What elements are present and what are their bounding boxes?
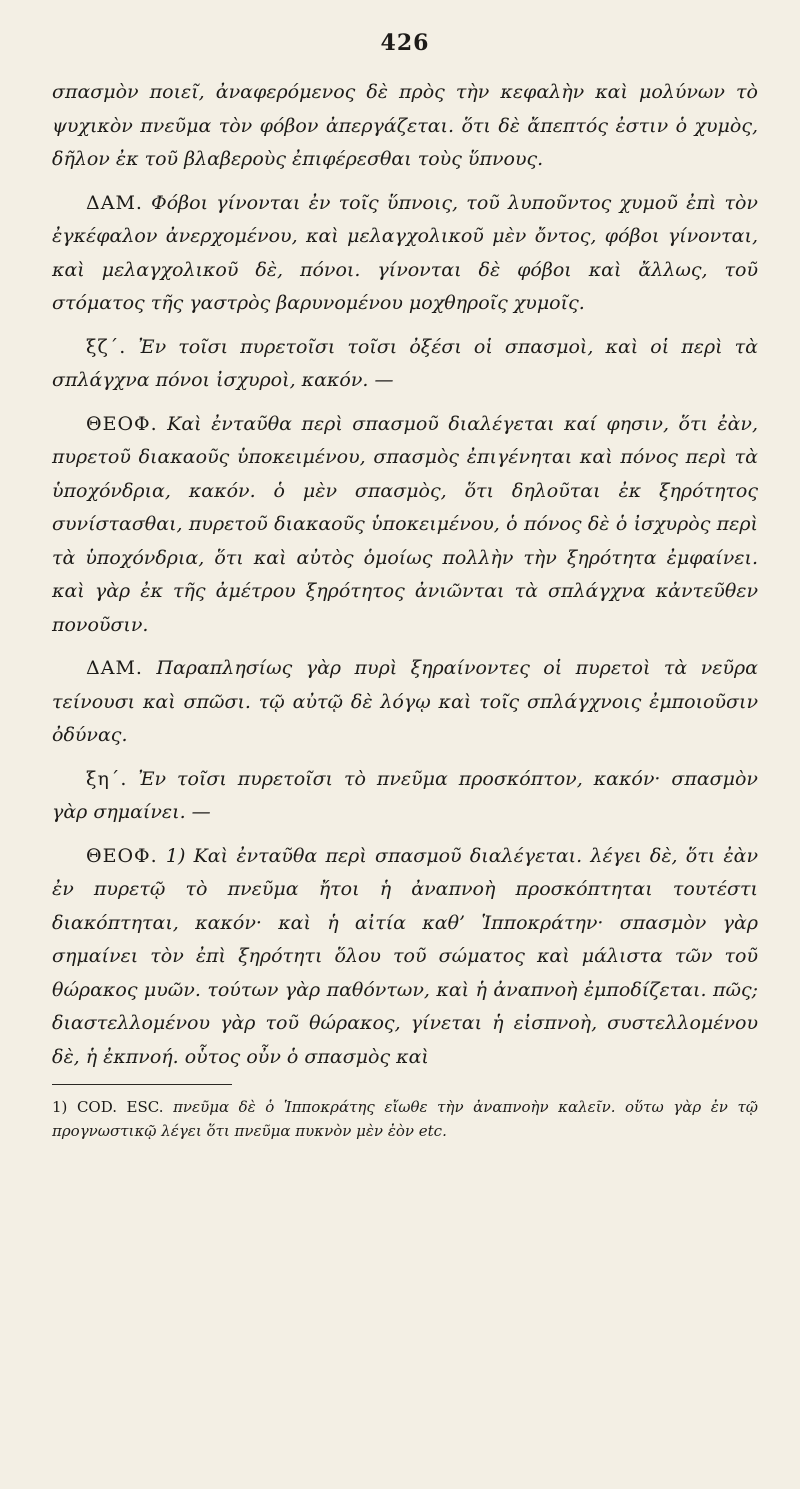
aphorism: [52, 331, 758, 398]
paragraph-text: 1) Καὶ ἐνταῦθα περὶ σπασμοῦ διαλέγεται. λέγει δὲ, ὅτι ἐὰν ἐν πυρετῷ τὸ πνεῦμα ἤτοι ἡ ἀναπνοὴ προσκόπτηται τουτέστι διακόπτηται, κακόν· καὶ ἡ αἰτία καθ’ Ἱπποκράτην· σπασμὸν γὰρ σημαίνει τὸν ἐπὶ ξηρότητι ὅλου τοῦ σώματος καὶ μάλιστα τῶν τοῦ θώρακος μυῶν. τούτων γὰρ παθόντων, καὶ ἡ ἀναπνοὴ ἐμποδίζεται. πῶς; διαστελλομένου γὰρ τοῦ θώρακος, γίνεται ἡ εἰσπνοὴ, συστελλομένου δὲ, ἡ ἐκπνοή. οὗτος οὖν ὁ σπασμὸς καὶ: [52, 844, 758, 1068]
paragraph-text: Ἐν τοῖσι πυρετοῖσι τοῖσι ὀξέσι οἱ σπασμοὶ, καὶ οἱ περὶ τὰ σπλάγχνα πόνοι ἰσχυροὶ, κακόν. —: [52, 335, 758, 391]
paragraph-text: Φόβοι γίνονται ἐν τοῖς ὕπνοις, τοῦ λυποῦντος χυμοῦ ἐπὶ τὸν ἐγκέφαλον ἀνερχομένου, καὶ μελαγχολικοῦ μὲν ὄντος, φόβοι γίνονται, καὶ μελαγχολικοῦ δὲ, πόνοι. γίνονται δὲ φόβοι καὶ ἄλλως, τοῦ στόματος τῆς γαστρὸς βαρυνομένου μοχθηροῖς χυμοῖς.: [52, 191, 758, 314]
paragraph-text: Ἐν τοῖσι πυρετοῖσι τὸ πνεῦμα προσκόπτον, κακόν· σπασμὸν γὰρ σημαίνει. —: [52, 767, 758, 823]
paragraph-text: Παραπλησίως γὰρ πυρὶ ξηραίνοντες οἱ πυρετοὶ τὰ νεῦρα τείνουσι καὶ σπῶσι. τῷ αὐτῷ δὲ λόγῳ καὶ τοῖς σπλάγχνοις ἐμποιοῦσιν ὀδύνας.: [52, 657, 758, 746]
speaker-label: ΔΑΜ.: [86, 657, 143, 679]
body-text: [52, 76, 758, 1074]
speaker-label: ΔΑΜ.: [86, 191, 143, 214]
footnote-marker: 1) COD. ESC.: [52, 1098, 164, 1116]
paragraph-text: σπασμὸν ποιεῖ, ἀναφερόμενος δὲ πρὸς τὴν κεφαλὴν καὶ μολύνων τὸ ψυχικὸν πνεῦμα τὸν φόβον ἀπεργάζεται. ὅτι δὲ ἄπεπτός ἐστιν ὁ χυμὸς, δῆλον ἐκ τοῦ βλαβεροὺς ἐπιφέρεσθαι τοὺς ὕπνους.: [52, 81, 758, 170]
footnote: [52, 1095, 758, 1143]
paragraph: [52, 76, 758, 177]
aphorism-number: ξη΄.: [86, 767, 128, 790]
paragraph: [52, 187, 758, 321]
paragraph: [52, 408, 758, 643]
aphorism-number: ξζ΄.: [86, 335, 127, 358]
footnote-divider: [52, 1084, 232, 1085]
footnote-tail: ἐὸν etc.: [383, 1122, 447, 1140]
footnote-text: πνεῦμα δὲ ὁ Ἱπποκράτης εἴωθε τὴν ἀναπνοὴν καλεῖν. οὕτω γὰρ ἐν τῷ προγνωστικῷ λέγει ὅτι πνεῦμα πυκνὸν μὲν: [52, 1098, 759, 1140]
page-number: 426: [380, 30, 430, 56]
paragraph-text: Καὶ ἐνταῦθα περὶ σπασμοῦ διαλέγεται καί φησιν, ὅτι ἐὰν, πυρετοῦ διακαοῦς ὑποκειμένου, σπασμὸς ἐπιγένηται καὶ πόνος περὶ τὰ ὑποχόνδρια, κακόν. ὁ μὲν σπασμὸς, ὅτι δηλοῦται ἐκ ξηρότητος συνίστασθαι, πυρετοῦ διακαοῦς ὑποκειμένου, ὁ πόνος δὲ ὁ ἰσχυρὸς περὶ τὰ ὑποχόνδρια, ὅτι καὶ αὐτὸς ὁμοίως πολλὴν τὴν ξηρότητα ἐμφαίνει. καὶ γὰρ ἐκ τῆς ἀμέτρου ξηρότητος ἀνιῶνται τὰ σπλάγχνα κἀντεῦθεν πονοῦσιν.: [52, 412, 758, 636]
paragraph: [52, 652, 758, 753]
speaker-label: ΘΕΟΦ.: [86, 412, 158, 435]
aphorism: [52, 763, 758, 830]
paragraph: [52, 840, 758, 1075]
speaker-label: ΘΕΟΦ.: [86, 844, 158, 867]
